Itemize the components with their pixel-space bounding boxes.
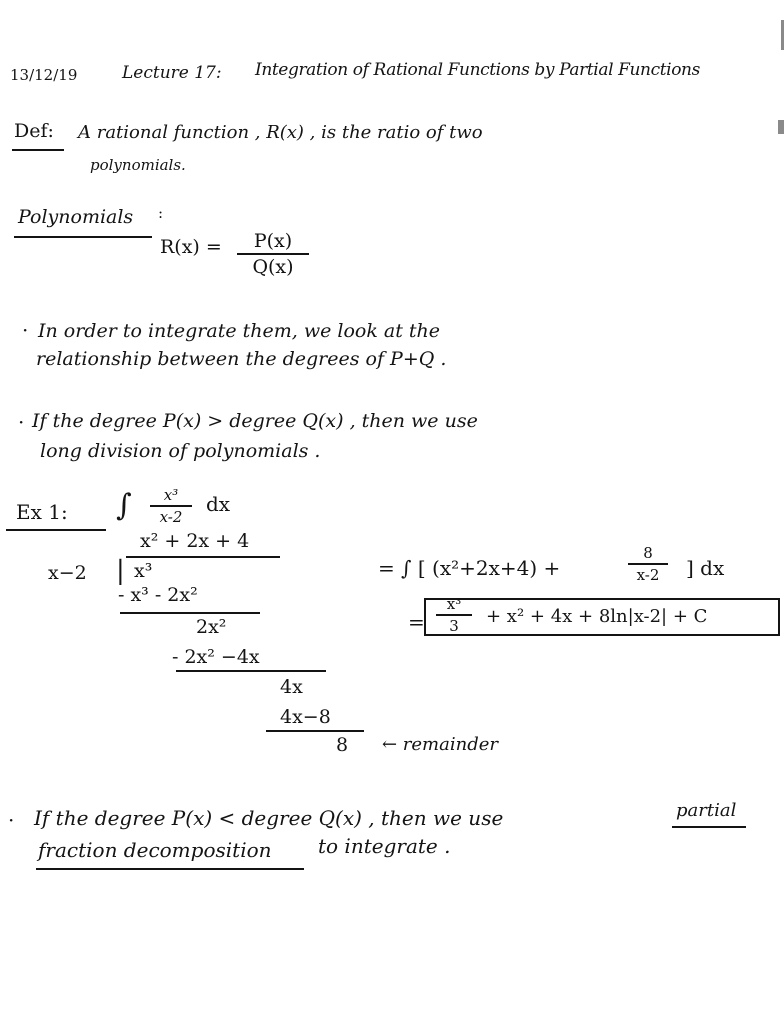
bullet-dot: · [8, 808, 15, 832]
integrand-denominator: x-2 [159, 508, 183, 526]
scan-edge-mark [778, 120, 784, 134]
answer-numerator: x³ [446, 595, 462, 613]
polynomials-colon: : [158, 204, 164, 222]
bullet1-line2: relationship between the degrees of P+Q . [36, 348, 447, 370]
rewrite-bar [628, 563, 668, 565]
division-step2: 2x² [196, 616, 227, 638]
ratio-lhs: R(x) = [160, 236, 222, 258]
integrand-bar [150, 505, 192, 507]
example-label-underline [6, 529, 106, 531]
definition-label: Def: [14, 120, 54, 142]
remainder-label: ← remainder [382, 734, 498, 755]
answer-fraction [436, 595, 472, 635]
lecture-number: Lecture 17: [122, 63, 222, 83]
rewrite-fraction [628, 544, 668, 584]
rewrite-numerator: 8 [643, 544, 653, 562]
integral-sign: ∫ [116, 488, 132, 523]
answer-equals: = [408, 610, 425, 634]
bullet3-partial-underline [672, 826, 746, 828]
division-bar [126, 556, 280, 558]
bullet2-line1: If the degree P(x) > degree Q(x) , then we use [32, 410, 478, 432]
bullet3-partial: partial [676, 800, 737, 821]
division-step5-line [266, 730, 364, 732]
division-quotient: x² + 2x + 4 [140, 530, 250, 552]
ratio-fraction [237, 230, 309, 278]
definition-text-line2: polynomials. [90, 156, 186, 174]
integrand-dx: dx [206, 492, 231, 516]
definition-label-underline [12, 149, 64, 151]
division-step3-line [176, 670, 326, 672]
example-label: Ex 1: [16, 500, 68, 524]
lecture-date: 13/12/19 [10, 66, 78, 84]
definition-text-line1: A rational function , R(x) , is the ratio of two [78, 122, 483, 143]
rewrite-prefix: = ∫ [ (x²+2x+4) + [378, 556, 561, 580]
division-divisor: x−2 [48, 562, 87, 584]
division-bracket: | [116, 556, 125, 586]
bullet-dot: · [22, 318, 29, 342]
bullet-dot: · [18, 410, 25, 434]
division-step5: 4x−8 [280, 706, 331, 728]
bullet3-line2-end: to integrate . [318, 834, 451, 858]
answer-denominator: 3 [449, 617, 459, 635]
polynomials-label: Polynomials [18, 206, 134, 228]
ratio-bar [237, 253, 309, 255]
polynomials-label-underline [14, 236, 152, 238]
rewrite-denominator: x-2 [636, 566, 660, 584]
answer-bar [436, 614, 472, 616]
division-dividend: x³ [134, 560, 153, 582]
integrand-fraction [150, 486, 192, 526]
bullet3-decomposition: fraction decomposition [38, 838, 272, 862]
division-remainder: 8 [336, 734, 349, 756]
bullet2-line2: long division of polynomials . [40, 440, 321, 462]
division-step1: - x³ - 2x² [118, 584, 198, 606]
bullet3-line1: If the degree P(x) < degree Q(x) , then we use [34, 806, 504, 830]
answer-rest: + x² + 4x + 8ln|x-2| + C [486, 606, 708, 627]
bullet1-line1: In order to integrate them, we look at the [38, 320, 441, 342]
bullet3-decomposition-underline [36, 868, 304, 870]
ratio-numerator: P(x) [253, 230, 293, 252]
division-step4: 4x [280, 676, 303, 698]
division-step1-line [120, 612, 260, 614]
ratio-denominator: Q(x) [252, 256, 294, 278]
integrand-numerator: x³ [163, 486, 179, 504]
division-step3: - 2x² −4x [172, 646, 260, 668]
rewrite-suffix: ] dx [686, 556, 725, 580]
lecture-title: Integration of Rational Functions by Partial Functions [255, 60, 700, 80]
